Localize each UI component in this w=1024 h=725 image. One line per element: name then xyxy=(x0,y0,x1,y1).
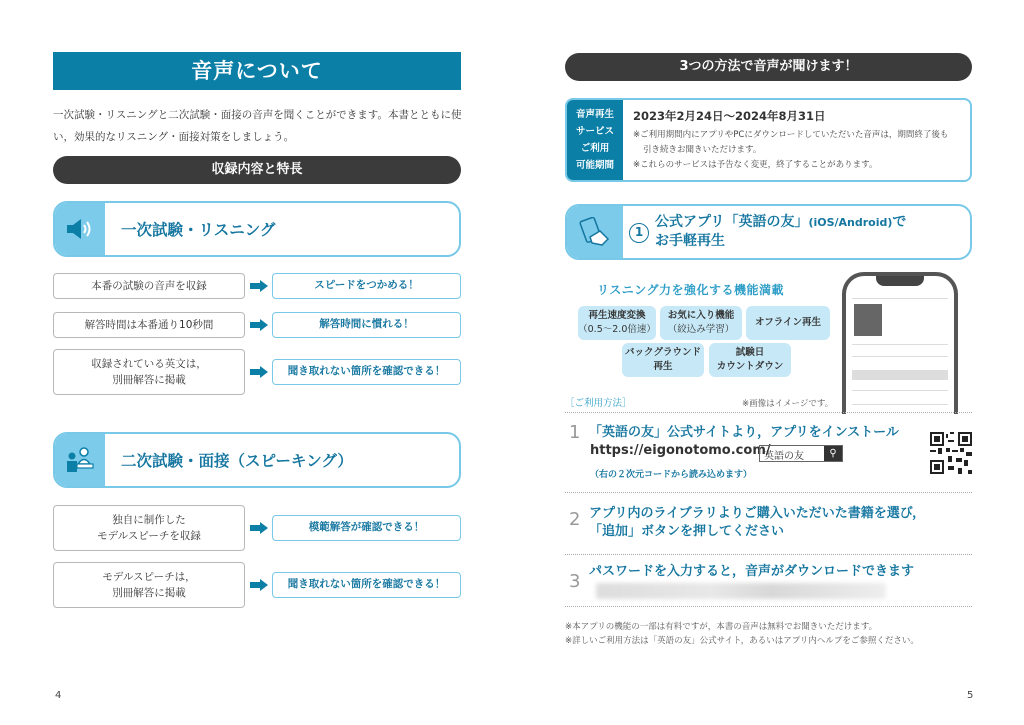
step-text: 「英語の友」公式サイトより，アプリをインストール xyxy=(589,425,899,440)
search-box-graphic xyxy=(759,445,843,462)
divider xyxy=(565,412,972,413)
qr-note: （右の２次元コードから読み込めます） xyxy=(590,470,753,480)
blurred-password xyxy=(596,583,886,599)
page-number: 5 xyxy=(967,690,974,701)
service-content xyxy=(633,108,962,173)
phone-notch xyxy=(876,274,924,286)
footnote: ※本アプリの機能の一部は有料ですが，本書の音声は無料でお聞きいただけます。 xyxy=(565,622,878,632)
chip-sub: カウントダウン xyxy=(716,361,784,372)
app-heading xyxy=(655,213,906,251)
benefit-box: 聞き取れない箇所を確認できる！ xyxy=(272,359,461,385)
step-text: パスワードを入力すると，音声がダウンロードできます xyxy=(589,564,915,579)
app-site-url[interactable]: https://eigonotomo.com/ xyxy=(590,443,771,458)
service-period-box xyxy=(565,98,972,182)
step-text xyxy=(589,505,925,541)
feature-title: リスニング力を強化する機能満載 xyxy=(597,283,785,297)
chip-sub: （絞込み学習） xyxy=(667,324,735,335)
chip-sub: （0.5～2.0倍速） xyxy=(578,324,656,335)
step-text-line: 「追加」ボタンを押してください xyxy=(589,524,785,539)
service-note: 引き続きお聞きいただけます。 xyxy=(643,145,762,155)
chip-label: オフライン再生 xyxy=(755,317,821,328)
feature-box xyxy=(53,349,245,395)
step-number: 1 xyxy=(569,422,581,443)
app-heading-line2: お手軽再生 xyxy=(655,233,725,249)
label-line: 可能期間 xyxy=(575,160,614,171)
feature-line: 別冊解答に掲載 xyxy=(112,374,186,386)
app-platform: (iOS/Android) xyxy=(808,216,893,229)
speaker-icon xyxy=(55,203,105,255)
arrow-right-icon xyxy=(250,319,268,331)
page-number: 4 xyxy=(55,690,62,701)
label-line: ご利用 xyxy=(580,143,610,154)
listening-section-header xyxy=(53,201,461,257)
feature-chip xyxy=(660,306,742,340)
intro-text: 一次試験・リスニングと二次試験・面接の音声を聞くことができます。本書とともに使い，効果的なリスニング・面接対策をしましょう。 xyxy=(53,109,462,143)
step-number: 2 xyxy=(569,509,581,530)
feature-box: 解答時間は本番通り10秒間 xyxy=(53,312,245,338)
method-number: 1 xyxy=(629,223,649,243)
arrow-right-icon xyxy=(250,366,268,378)
service-date-range: 2023年2月24日～2024年8月31日 xyxy=(633,109,826,123)
label-line: サービス xyxy=(575,126,614,137)
benefit-box: 聞き取れない箇所を確認できる！ xyxy=(272,572,461,598)
arrow-right-icon xyxy=(250,522,268,534)
step-text-line: アプリ内のライブラリよりご購入いただいた書籍を選び， xyxy=(589,506,926,521)
chip-label: 試験日 xyxy=(735,347,765,358)
qr-code-icon xyxy=(930,432,972,474)
app-heading-text: 公式アプリ「英語の友」 xyxy=(655,214,809,230)
app-section-header xyxy=(565,204,972,260)
search-value: 英語の友 xyxy=(764,451,804,462)
feature-chip xyxy=(622,343,704,377)
feature-chip xyxy=(709,343,791,377)
benefit-box: 解答時間に慣れる！ xyxy=(272,312,461,338)
label-line: 音声再生 xyxy=(575,109,614,120)
right-page xyxy=(512,0,1024,725)
app-screenshot-phone xyxy=(842,272,958,414)
divider xyxy=(565,606,972,607)
section-heading: 二次試験・面接（スピーキング） xyxy=(121,452,353,470)
section-heading: 一次試験・リスニング xyxy=(121,221,276,239)
interview-icon xyxy=(55,434,105,486)
arrow-right-icon xyxy=(250,579,268,591)
phone-hand-icon xyxy=(567,206,623,258)
feature-chip xyxy=(746,306,830,340)
arrow-right-icon xyxy=(250,280,268,292)
feature-box xyxy=(53,562,245,608)
chip-label: バックグラウンド xyxy=(624,347,701,358)
divider xyxy=(565,492,972,493)
feature-line: モデルスピーチを収録 xyxy=(97,530,201,542)
chip-label: お気に入り機能 xyxy=(667,310,735,321)
chip-label: 再生速度変換 xyxy=(588,310,646,321)
phone-tab-bar xyxy=(852,370,948,380)
footnote: ※詳しいご利用方法は「英語の友」公式サイト，あるいはアプリ内ヘルプをご参照ください。 xyxy=(565,636,919,646)
step-number: 3 xyxy=(569,571,581,592)
page-title: 音声について xyxy=(53,52,461,90)
speaking-section-header xyxy=(53,432,461,488)
feature-line: モデルスピーチは， xyxy=(102,571,196,583)
usage-label: ［ご利用方法］ xyxy=(565,398,632,409)
chip-sub: 再生 xyxy=(653,361,673,372)
service-note: ※ご利用期間内にアプリやPCにダウンロードしていただいた音声は，期間終了後も xyxy=(633,130,949,140)
image-note: ※画像はイメージです。 xyxy=(742,399,834,409)
app-heading-suffix: で xyxy=(892,214,907,230)
service-label xyxy=(567,100,623,180)
book-cover-thumbnail xyxy=(854,304,882,336)
feature-chip xyxy=(578,306,656,340)
benefit-box: スピードをつかめる！ xyxy=(272,273,461,299)
feature-line: 独自に制作した xyxy=(112,514,186,526)
feature-box xyxy=(53,505,245,551)
subtitle-pill: 収録内容と特長 xyxy=(53,156,461,184)
search-icon: ⚲ xyxy=(824,446,842,461)
benefit-box: 模範解答が確認できる！ xyxy=(272,515,461,541)
divider xyxy=(565,554,972,555)
feature-line: 別冊解答に掲載 xyxy=(112,587,186,599)
methods-header: 3つの方法で音声が聞けます！ xyxy=(565,53,972,81)
feature-line: 収録されている英文は， xyxy=(91,358,207,370)
feature-box: 本番の試験の音声を収録 xyxy=(53,273,245,299)
service-note: ※これらのサービスは予告なく変更，終了することがあります。 xyxy=(633,160,878,170)
